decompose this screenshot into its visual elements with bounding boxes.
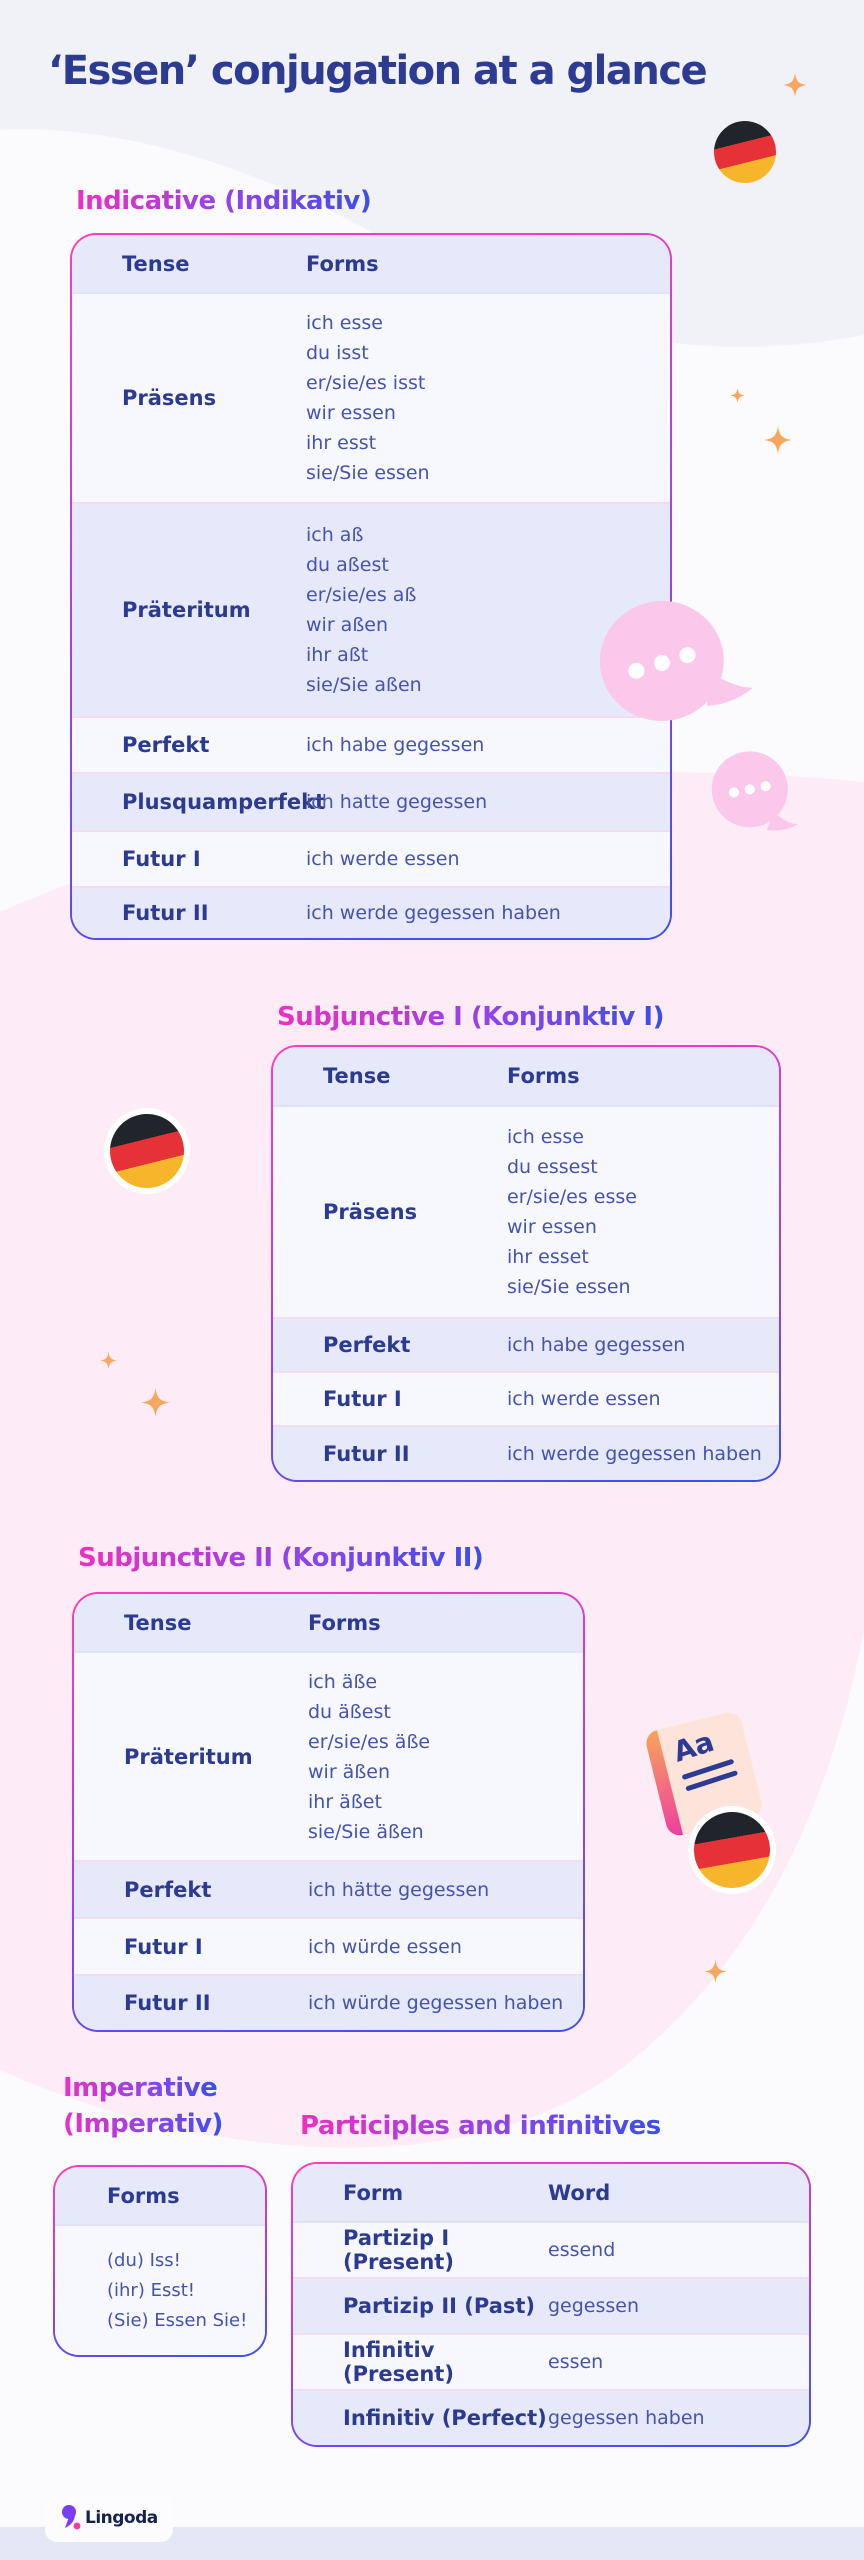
heading-participles (300, 2108, 661, 2144)
tense-cell: Plusquamperfekt (122, 790, 326, 814)
form-line: er/sie/es esse (507, 1186, 637, 1208)
table-row (74, 1860, 583, 1917)
column-header: Forms (308, 1610, 381, 1635)
form-line: wir äßen (308, 1760, 391, 1783)
tense-cell: Infinitiv (Perfect) (343, 2406, 547, 2430)
tense-cell: Präteritum (124, 1744, 253, 1769)
sparkle-icon (764, 426, 792, 454)
heading-subjunctive-1 (277, 999, 664, 1035)
forms-cell (548, 2235, 809, 2265)
form-line: ich würde essen (308, 1935, 462, 1958)
table-row (273, 1105, 779, 1317)
participles-table-card (291, 2162, 811, 2447)
subjunctive-1-table (273, 1047, 779, 1480)
forms-cell (306, 308, 670, 488)
table-row (273, 1425, 779, 1480)
tense-cell: Perfekt (124, 1877, 212, 1902)
sparkle-icon (141, 1388, 170, 1417)
column-header: Forms (507, 1064, 580, 1088)
form-line: (Sie) Essen Sie! (107, 2309, 248, 2331)
form-line: sie/Sie aßen (306, 674, 422, 696)
lingoda-logo-icon (61, 2504, 81, 2532)
subjunctive-1-table-card (271, 1045, 781, 1482)
form-line: ich hätte gegessen (308, 1878, 490, 1901)
forms-cell (306, 787, 670, 817)
imperative-table (55, 2167, 265, 2355)
form-line: (ihr) Esst! (107, 2279, 195, 2301)
table-header-row (72, 235, 670, 292)
forms-cell (548, 2291, 809, 2321)
forms-cell (507, 1330, 779, 1360)
tense-cell: Partizip II (Past) (343, 2294, 536, 2318)
indicative-table (72, 235, 670, 938)
forms-cell (308, 1988, 583, 2018)
form-line: sie/Sie äßen (308, 1820, 424, 1843)
table-row (55, 2224, 265, 2355)
form-line: ich werde essen (507, 1388, 661, 1410)
form-line: (du) Iss! (107, 2249, 181, 2271)
imperative-table-card (53, 2165, 267, 2357)
forms-cell (55, 2246, 265, 2336)
forms-cell (548, 2403, 809, 2433)
table-header-row (55, 2167, 265, 2224)
form-line: ihr esset (507, 1246, 589, 1268)
tense-cell: Futur I (124, 1934, 203, 1959)
forms-cell (507, 1439, 779, 1469)
form-line: du isst (306, 342, 369, 364)
column-header: Tense (122, 251, 190, 276)
table-header-row (273, 1047, 779, 1105)
tense-cell: Futur II (124, 1991, 211, 2015)
forms-cell (308, 1667, 583, 1847)
sparkle-icon (783, 73, 807, 97)
form-line: gegessen haben (548, 2407, 705, 2429)
form-line: er/sie/es aß (306, 584, 417, 606)
column-header: Tense (323, 1064, 391, 1088)
forms-cell (507, 1122, 779, 1302)
form-line: ich esse (507, 1126, 584, 1148)
table-row (293, 2333, 809, 2389)
forms-cell (507, 1384, 779, 1414)
heading-indicative-text: Indicative (Indikativ) (76, 183, 371, 219)
table-header-row (74, 1594, 583, 1651)
sparkle-icon (730, 388, 745, 403)
heading-subjunctive-2 (78, 1540, 483, 1576)
form-line: wir essen (507, 1216, 597, 1238)
form-line: essen (548, 2351, 604, 2373)
forms-cell (308, 1875, 583, 1905)
forms-cell (306, 898, 670, 928)
tense-cell: Partizip I (Present) (343, 2226, 454, 2274)
heading-participles-text: Participles and infinitives (300, 2108, 661, 2144)
heading-imperative-line2: (Imperativ) (63, 2106, 223, 2142)
form-line: essend (548, 2239, 616, 2261)
tense-cell: Futur II (122, 901, 209, 925)
sparkle-icon (704, 1960, 727, 1983)
participles-table (293, 2164, 809, 2445)
forms-cell (306, 844, 670, 874)
subjunctive-2-table (74, 1594, 583, 2030)
speech-bubble-icon (594, 593, 759, 734)
page-title: ‘Essen’ conjugation at a glance (48, 48, 707, 94)
form-line: ich hatte gegessen (306, 791, 488, 813)
column-header: Forms (306, 251, 379, 276)
tense-cell: Futur I (122, 847, 201, 871)
tense-cell: Futur II (323, 1441, 410, 1466)
forms-cell (308, 1932, 583, 1962)
form-line: ich aß (306, 524, 364, 546)
form-line: ihr esst (306, 432, 377, 454)
heading-subjunctive-1-text: Subjunctive I (Konjunktiv I) (277, 999, 664, 1035)
form-line: du essest (507, 1156, 598, 1178)
form-line: ich werde gegessen haben (507, 1442, 762, 1465)
brand-name: Lingoda (85, 2508, 158, 2528)
table-row (72, 830, 670, 886)
footer-logo-card (45, 2494, 173, 2542)
form-line: ihr aßt (306, 644, 369, 666)
form-line: ich habe gegessen (306, 734, 485, 756)
subjunctive-2-table-card (72, 1592, 585, 2032)
heading-indicative (76, 183, 371, 219)
form-line: ich esse (306, 312, 383, 334)
form-line: ihr äßet (308, 1790, 382, 1813)
table-row (74, 1917, 583, 1974)
form-line: du äßest (308, 1700, 391, 1723)
tense-cell: Präsens (323, 1200, 418, 1224)
table-row (273, 1317, 779, 1371)
table-row (293, 2221, 809, 2277)
speech-bubble-icon (707, 748, 803, 836)
table-row (72, 886, 670, 938)
column-header: Word (548, 2180, 611, 2205)
form-line: du aßest (306, 554, 389, 576)
sparkle-icon (100, 1352, 117, 1369)
heading-subjunctive-2-text: Subjunctive II (Konjunktiv II) (78, 1540, 483, 1576)
column-header: Tense (124, 1610, 192, 1635)
column-header: Form (343, 2180, 404, 2205)
table-header-row (293, 2164, 809, 2221)
form-line: ich werde essen (306, 848, 460, 870)
table-row (293, 2277, 809, 2333)
form-line: sie/Sie essen (306, 462, 430, 484)
dictionary-aa-label: Aa (669, 1724, 718, 1769)
form-line: ich äße (308, 1670, 378, 1693)
table-row (72, 772, 670, 830)
heading-imperative-line1: Imperative (63, 2070, 217, 2106)
tense-cell: Präsens (122, 386, 217, 410)
form-line: gegessen (548, 2295, 640, 2317)
form-line: er/sie/es äße (308, 1730, 431, 1753)
table-row (72, 292, 670, 502)
forms-cell (306, 730, 670, 760)
table-row (72, 716, 670, 772)
column-header: Forms (107, 2183, 180, 2208)
form-line: sie/Sie essen (507, 1276, 631, 1298)
heading-imperative (63, 2070, 223, 2142)
tense-cell: Infinitiv (Present) (343, 2338, 454, 2386)
table-row (72, 502, 670, 716)
tense-cell: Präteritum (122, 598, 251, 622)
table-row (74, 1651, 583, 1860)
tense-cell: Perfekt (122, 733, 210, 757)
forms-cell (548, 2347, 809, 2377)
dictionary-content (669, 1721, 738, 1792)
form-line: ich habe gegessen (507, 1334, 686, 1356)
tense-cell: Futur I (323, 1387, 402, 1411)
table-row (74, 1974, 583, 2030)
tense-cell: Perfekt (323, 1333, 411, 1357)
form-line: wir essen (306, 402, 396, 424)
form-line: er/sie/es isst (306, 372, 426, 394)
form-line: ich würde gegessen haben (308, 1992, 564, 2014)
form-line: wir aßen (306, 614, 389, 636)
form-line: ich werde gegessen haben (306, 902, 561, 924)
table-row (273, 1371, 779, 1425)
table-row (293, 2389, 809, 2445)
indicative-table-card (70, 233, 672, 940)
